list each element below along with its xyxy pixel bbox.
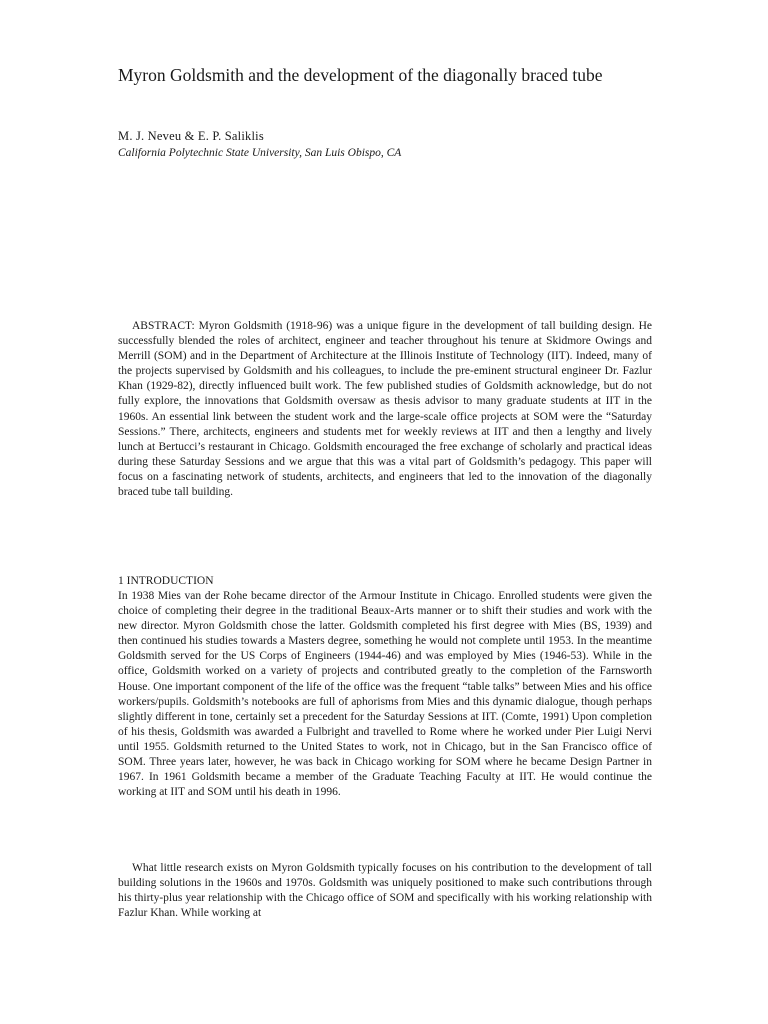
- paper-affiliation: California Polytechnic State University, San Luis Obispo, CA: [118, 147, 402, 159]
- abstract-paragraph: ABSTRACT: Myron Goldsmith (1918-96) was a unique figure in the development of tall building design. He successfully blended the roles of architect, engineer and teacher throughout his tenure at Skidmore Owings and Merrill (SOM) and in the Department of Architecture at the Illinois Institute of Technology (IIT). Indeed, many of the projects supervised by Goldsmith and his colleagues, to include the pre-eminent structural engineer Dr. Fazlur Khan (1929-82), directly influenced built work. The few published studies of Goldsmith acknowledge, but do not fully explore, the innovations that Goldsmith oversaw as thesis advisor to many graduate students at IIT in the 1960s. An essential link between the student work and the large-scale office projects at SOM were the “Saturday Sessions.” There, architects, engineers and students met for weekly reviews at IIT and then a lengthy and lively lunch at Bertucci’s restaurant in Chicago. Goldsmith encouraged the free exchange of scholarly and practical ideas during these Saturday Sessions and we argue that this was a vital part of Goldsmith’s pedagogy. This paper will focus on a fascinating network of students, architects, and engineers that led to the innovation of the diagonally braced tube tall building.: [118, 320, 652, 499]
- section-heading-introduction: 1 INTRODUCTION: [118, 575, 214, 587]
- paper-authors: M. J. Neveu & E. P. Saliklis: [118, 129, 264, 143]
- intro-paragraph-1: In 1938 Mies van der Rohe became director of the Armour Institute in Chicago. Enrolled students were given the choice of completing their degree in the traditional Beaux-Arts manner or to shift their studies and work with the new director. Myron Goldsmith chose the latter. Goldsmith completed his first degree with Mies (BS, 1939) and then continued his studies towards a Masters degree, something he would not complete until 1953. In the meantime Goldsmith served for the US Corps of Engineers (1944-46) and was employed by Mies (1946-53). While in the office, Goldsmith worked on a variety of projects and contributed greatly to the completion of the Farnsworth House. One important component of the life of the office was the frequent “table talks” between Mies and his office workers/pupils. Goldsmith’s notebooks are full of aphorisms from Mies and this dynamic dialogue, though perhaps slightly different in tone, certainly set a precedent for the Saturday Sessions at IIT. (Comte, 1991) Upon completion of his thesis, Goldsmith was awarded a Fulbright and travelled to Rome where he worked under Pier Luigi Nervi until 1955. Goldsmith returned to the United States to work, not in Chicago, but in the San Francisco office of SOM. Three years later, however, he was back in Chicago working for SOM where he became Design Partner in 1967. In 1961 Goldsmith became a member of the Graduate Teaching Faculty at IIT. He would continue the working at IIT and SOM until his death in 1996.: [118, 590, 652, 799]
- paper-title: Myron Goldsmith and the development of the diagonally braced tube: [118, 65, 603, 85]
- intro-paragraph-2: What little research exists on Myron Goldsmith typically focuses on his contribution to the development of tall building solutions in the 1960s and 1970s. Goldsmith was uniquely positioned to make such contributions through his thirty-plus year relationship with the Chicago office of SOM and specifically with his working relationship with Fazlur Khan. While working at: [118, 862, 652, 920]
